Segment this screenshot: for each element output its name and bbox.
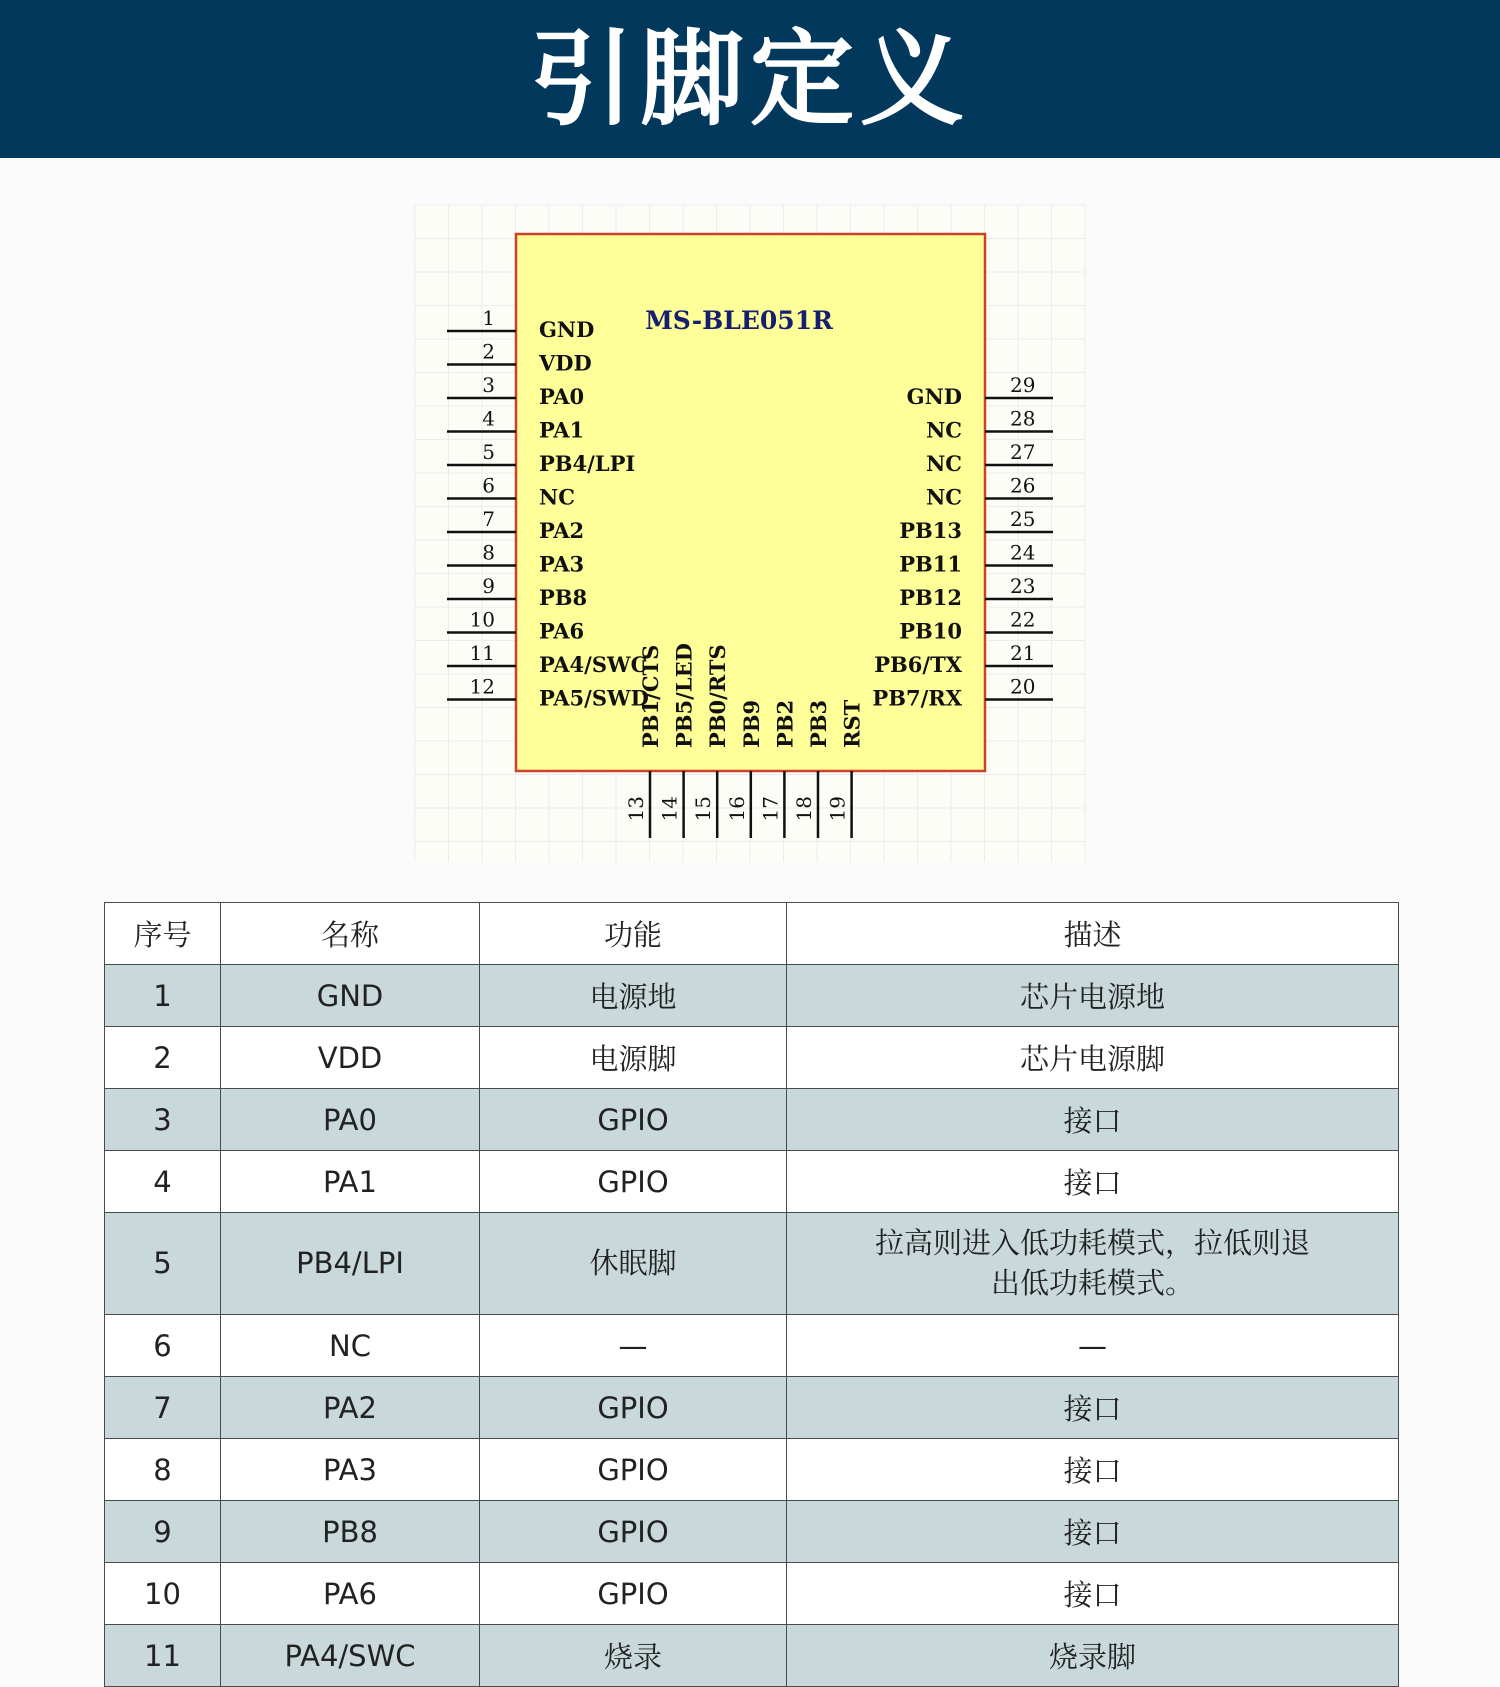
pin-label-left: PB4/LPI xyxy=(539,451,636,476)
cell-function-text: — xyxy=(618,1328,648,1363)
pin-label-bottom: PB3 xyxy=(806,699,831,748)
pin-number-right: 24 xyxy=(1010,540,1036,565)
cell-description-text: 接口 xyxy=(1063,1392,1122,1426)
pin-label-right: PB10 xyxy=(899,618,962,644)
cell-description xyxy=(787,1625,1399,1687)
pin-number-bottom: 14 xyxy=(657,796,682,822)
pin-number-bottom: 16 xyxy=(724,796,749,822)
cell-no xyxy=(105,1501,221,1563)
cell-function xyxy=(480,965,787,1027)
cell-description-line2: 出低功耗模式。 xyxy=(990,1265,1194,1300)
cell-name xyxy=(221,1213,480,1315)
table-row xyxy=(105,1089,1399,1151)
pin-number-right: 23 xyxy=(1010,574,1036,598)
chip-name: MS-BLE051R xyxy=(645,306,833,335)
pin-number-right: 27 xyxy=(1010,440,1036,464)
cell-description xyxy=(787,1315,1399,1377)
cell-no-text: 11 xyxy=(144,1638,181,1673)
pin-label-left: VDD xyxy=(539,350,592,376)
pin-number-bottom: 13 xyxy=(624,796,648,822)
cell-function xyxy=(480,1563,787,1625)
cell-description-text: 芯片电源地 xyxy=(1019,980,1165,1014)
cell-description-text: 接口 xyxy=(1063,1516,1122,1550)
pin-number-left: 3 xyxy=(482,373,495,397)
pin-label-left: PA4/SWC xyxy=(539,652,648,677)
pin-number-right: 26 xyxy=(1010,473,1036,498)
cell-function xyxy=(480,1377,787,1439)
pin-label-bottom: PB0/RTS xyxy=(705,644,731,748)
cell-name xyxy=(221,1089,480,1151)
pin-label-bottom: RST xyxy=(839,699,865,748)
cell-function-text: GPIO xyxy=(597,1514,669,1549)
cell-name-text: PB4/LPI xyxy=(296,1245,404,1280)
pin-label-right: PB12 xyxy=(899,585,962,610)
cell-description xyxy=(787,1027,1399,1089)
cell-function-text: GPIO xyxy=(597,1164,669,1199)
cell-name xyxy=(221,1563,480,1625)
cell-name xyxy=(221,1151,480,1213)
pin-number-left: 10 xyxy=(469,607,495,632)
cell-no xyxy=(105,1315,221,1377)
pin-label-right: PB6/TX xyxy=(874,652,962,677)
table-row xyxy=(105,1213,1399,1315)
table-row xyxy=(105,1563,1399,1625)
table-row xyxy=(105,1501,1399,1563)
pin-label-right: NC xyxy=(926,484,962,510)
cell-no-text: 6 xyxy=(153,1328,172,1363)
pin-label-right: PB7/RX xyxy=(872,685,962,711)
cell-no-text: 8 xyxy=(153,1452,172,1487)
cell-no xyxy=(105,1377,221,1439)
pin-number-right: 21 xyxy=(1010,641,1036,665)
cell-description-text: 接口 xyxy=(1063,1578,1122,1612)
pin-number-left: 9 xyxy=(482,574,495,598)
pin-number-bottom: 18 xyxy=(792,796,816,822)
pin-number-right: 22 xyxy=(1010,607,1036,632)
cell-name xyxy=(221,965,480,1027)
header-name: 名称 xyxy=(221,903,480,965)
cell-description xyxy=(787,1377,1399,1439)
cell-no xyxy=(105,1089,221,1151)
pin-label-bottom: PB9 xyxy=(738,699,764,748)
pin-number-bottom: 15 xyxy=(691,796,716,822)
cell-name xyxy=(221,1027,480,1089)
cell-no xyxy=(105,1563,221,1625)
cell-function-text: GPIO xyxy=(597,1102,669,1137)
pin-label-left: GND xyxy=(539,317,595,342)
cell-no-text: 2 xyxy=(153,1040,172,1075)
table-row xyxy=(105,1625,1399,1687)
cell-no-text: 5 xyxy=(153,1245,172,1280)
pin-label-left: PA3 xyxy=(539,551,585,577)
pin-label-left: PA5/SWD xyxy=(539,685,649,711)
cell-name-text: PA3 xyxy=(323,1452,377,1487)
cell-description xyxy=(787,1089,1399,1151)
cell-description-text: 接口 xyxy=(1063,1454,1122,1488)
pin-number-bottom: 17 xyxy=(758,796,783,822)
table-row xyxy=(105,965,1399,1027)
cell-function-text: GPIO xyxy=(597,1390,669,1425)
table-row xyxy=(105,1377,1399,1439)
pin-label-right: GND xyxy=(906,384,962,409)
cell-description xyxy=(787,1501,1399,1563)
pin-number-right: 20 xyxy=(1010,674,1036,699)
pin-label-bottom: PB1/CTS xyxy=(638,644,663,748)
pin-number-left: 4 xyxy=(482,406,495,431)
pin-label-left: PA1 xyxy=(539,417,585,443)
cell-function-text: 休眠脚 xyxy=(589,1245,677,1280)
cell-name-text: PA4/SWC xyxy=(284,1638,416,1673)
cell-no-text: 10 xyxy=(144,1576,181,1611)
table-row xyxy=(105,1315,1399,1377)
cell-no xyxy=(105,965,221,1027)
cell-description xyxy=(787,1151,1399,1213)
pin-label-left: PA0 xyxy=(539,384,585,409)
pin-number-left: 6 xyxy=(482,473,495,498)
cell-name-text: VDD xyxy=(317,1040,383,1075)
cell-no xyxy=(105,1439,221,1501)
cell-function-text: 烧录 xyxy=(603,1640,662,1674)
pin-label-left: PA2 xyxy=(539,518,585,543)
cell-no-text: 3 xyxy=(153,1102,172,1137)
cell-no xyxy=(105,1027,221,1089)
pin-number-left: 5 xyxy=(482,440,495,464)
cell-function-text: 电源脚 xyxy=(589,1042,677,1076)
cell-no xyxy=(105,1151,221,1213)
page-title: 引脚定义 xyxy=(529,18,970,140)
pin-label-bottom: PB2 xyxy=(772,699,798,748)
cell-name-text: GND xyxy=(316,978,384,1013)
cell-name xyxy=(221,1377,480,1439)
pin-label-right: NC xyxy=(926,417,962,443)
cell-function-text: 电源地 xyxy=(589,980,677,1014)
cell-description xyxy=(787,965,1399,1027)
cell-no-text: 4 xyxy=(153,1164,172,1199)
cell-description xyxy=(787,1563,1399,1625)
cell-description-text: 芯片电源脚 xyxy=(1019,1042,1165,1076)
cell-description-text: 烧录脚 xyxy=(1048,1640,1136,1674)
cell-function xyxy=(480,1089,787,1151)
pin-number-left: 2 xyxy=(482,339,495,364)
pin-label-left: NC xyxy=(539,484,575,510)
header-function: 功能 xyxy=(480,903,787,965)
pin-number-bottom: 19 xyxy=(825,796,850,822)
cell-name-text: PB8 xyxy=(322,1514,378,1549)
header-no: 序号 xyxy=(105,903,221,965)
cell-name-text: PA6 xyxy=(323,1576,377,1611)
table-row xyxy=(105,1151,1399,1213)
pin-table xyxy=(104,902,1399,1687)
pin-label-right: PB13 xyxy=(899,518,962,543)
cell-no-text: 7 xyxy=(153,1390,172,1425)
cell-name xyxy=(221,1625,480,1687)
pin-number-left: 8 xyxy=(482,540,495,565)
cell-name-text: PA2 xyxy=(323,1390,377,1425)
table-row xyxy=(105,1027,1399,1089)
pin-number-left: 7 xyxy=(482,507,495,531)
cell-function xyxy=(480,1151,787,1213)
cell-no-text: 9 xyxy=(153,1514,172,1549)
cell-no xyxy=(105,1213,221,1315)
pin-number-right: 28 xyxy=(1010,406,1036,431)
cell-name-text: PA1 xyxy=(323,1164,377,1199)
cell-function xyxy=(480,1027,787,1089)
cell-function xyxy=(480,1501,787,1563)
pin-number-left: 11 xyxy=(469,641,495,665)
pin-table-body xyxy=(105,965,1399,1687)
pin-number-left: 12 xyxy=(469,674,495,699)
cell-name xyxy=(221,1315,480,1377)
cell-function-text: GPIO xyxy=(597,1452,669,1487)
pin-label-left: PA6 xyxy=(539,618,585,644)
cell-description-text: 拉高则进入低功耗模式，拉低则退 xyxy=(874,1226,1310,1261)
cell-description-text: — xyxy=(1078,1328,1107,1363)
cell-no-text: 1 xyxy=(153,978,172,1013)
pin-label-right: NC xyxy=(926,451,962,476)
cell-name-text: NC xyxy=(329,1328,371,1363)
table-header-row xyxy=(105,903,1399,965)
pin-label-right: PB11 xyxy=(899,551,962,577)
cell-function xyxy=(480,1315,787,1377)
table-row xyxy=(105,1439,1399,1501)
cell-name-text: PA0 xyxy=(323,1102,377,1137)
cell-no xyxy=(105,1625,221,1687)
header-description: 描述 xyxy=(787,903,1399,965)
pin-number-left: 1 xyxy=(482,306,495,330)
pin-number-right: 29 xyxy=(1010,373,1036,397)
pin-number-right: 25 xyxy=(1010,507,1036,531)
pin-label-left: PB8 xyxy=(539,585,588,610)
cell-description xyxy=(787,1213,1399,1315)
cell-description-text: 接口 xyxy=(1063,1166,1122,1200)
cell-description xyxy=(787,1439,1399,1501)
cell-name xyxy=(221,1439,480,1501)
cell-function xyxy=(480,1213,787,1315)
cell-function-text: GPIO xyxy=(597,1576,669,1611)
cell-function xyxy=(480,1439,787,1501)
cell-description-text: 接口 xyxy=(1063,1104,1122,1138)
cell-name xyxy=(221,1501,480,1563)
cell-function xyxy=(480,1625,787,1687)
pin-label-bottom: PB5/LED xyxy=(671,643,697,748)
